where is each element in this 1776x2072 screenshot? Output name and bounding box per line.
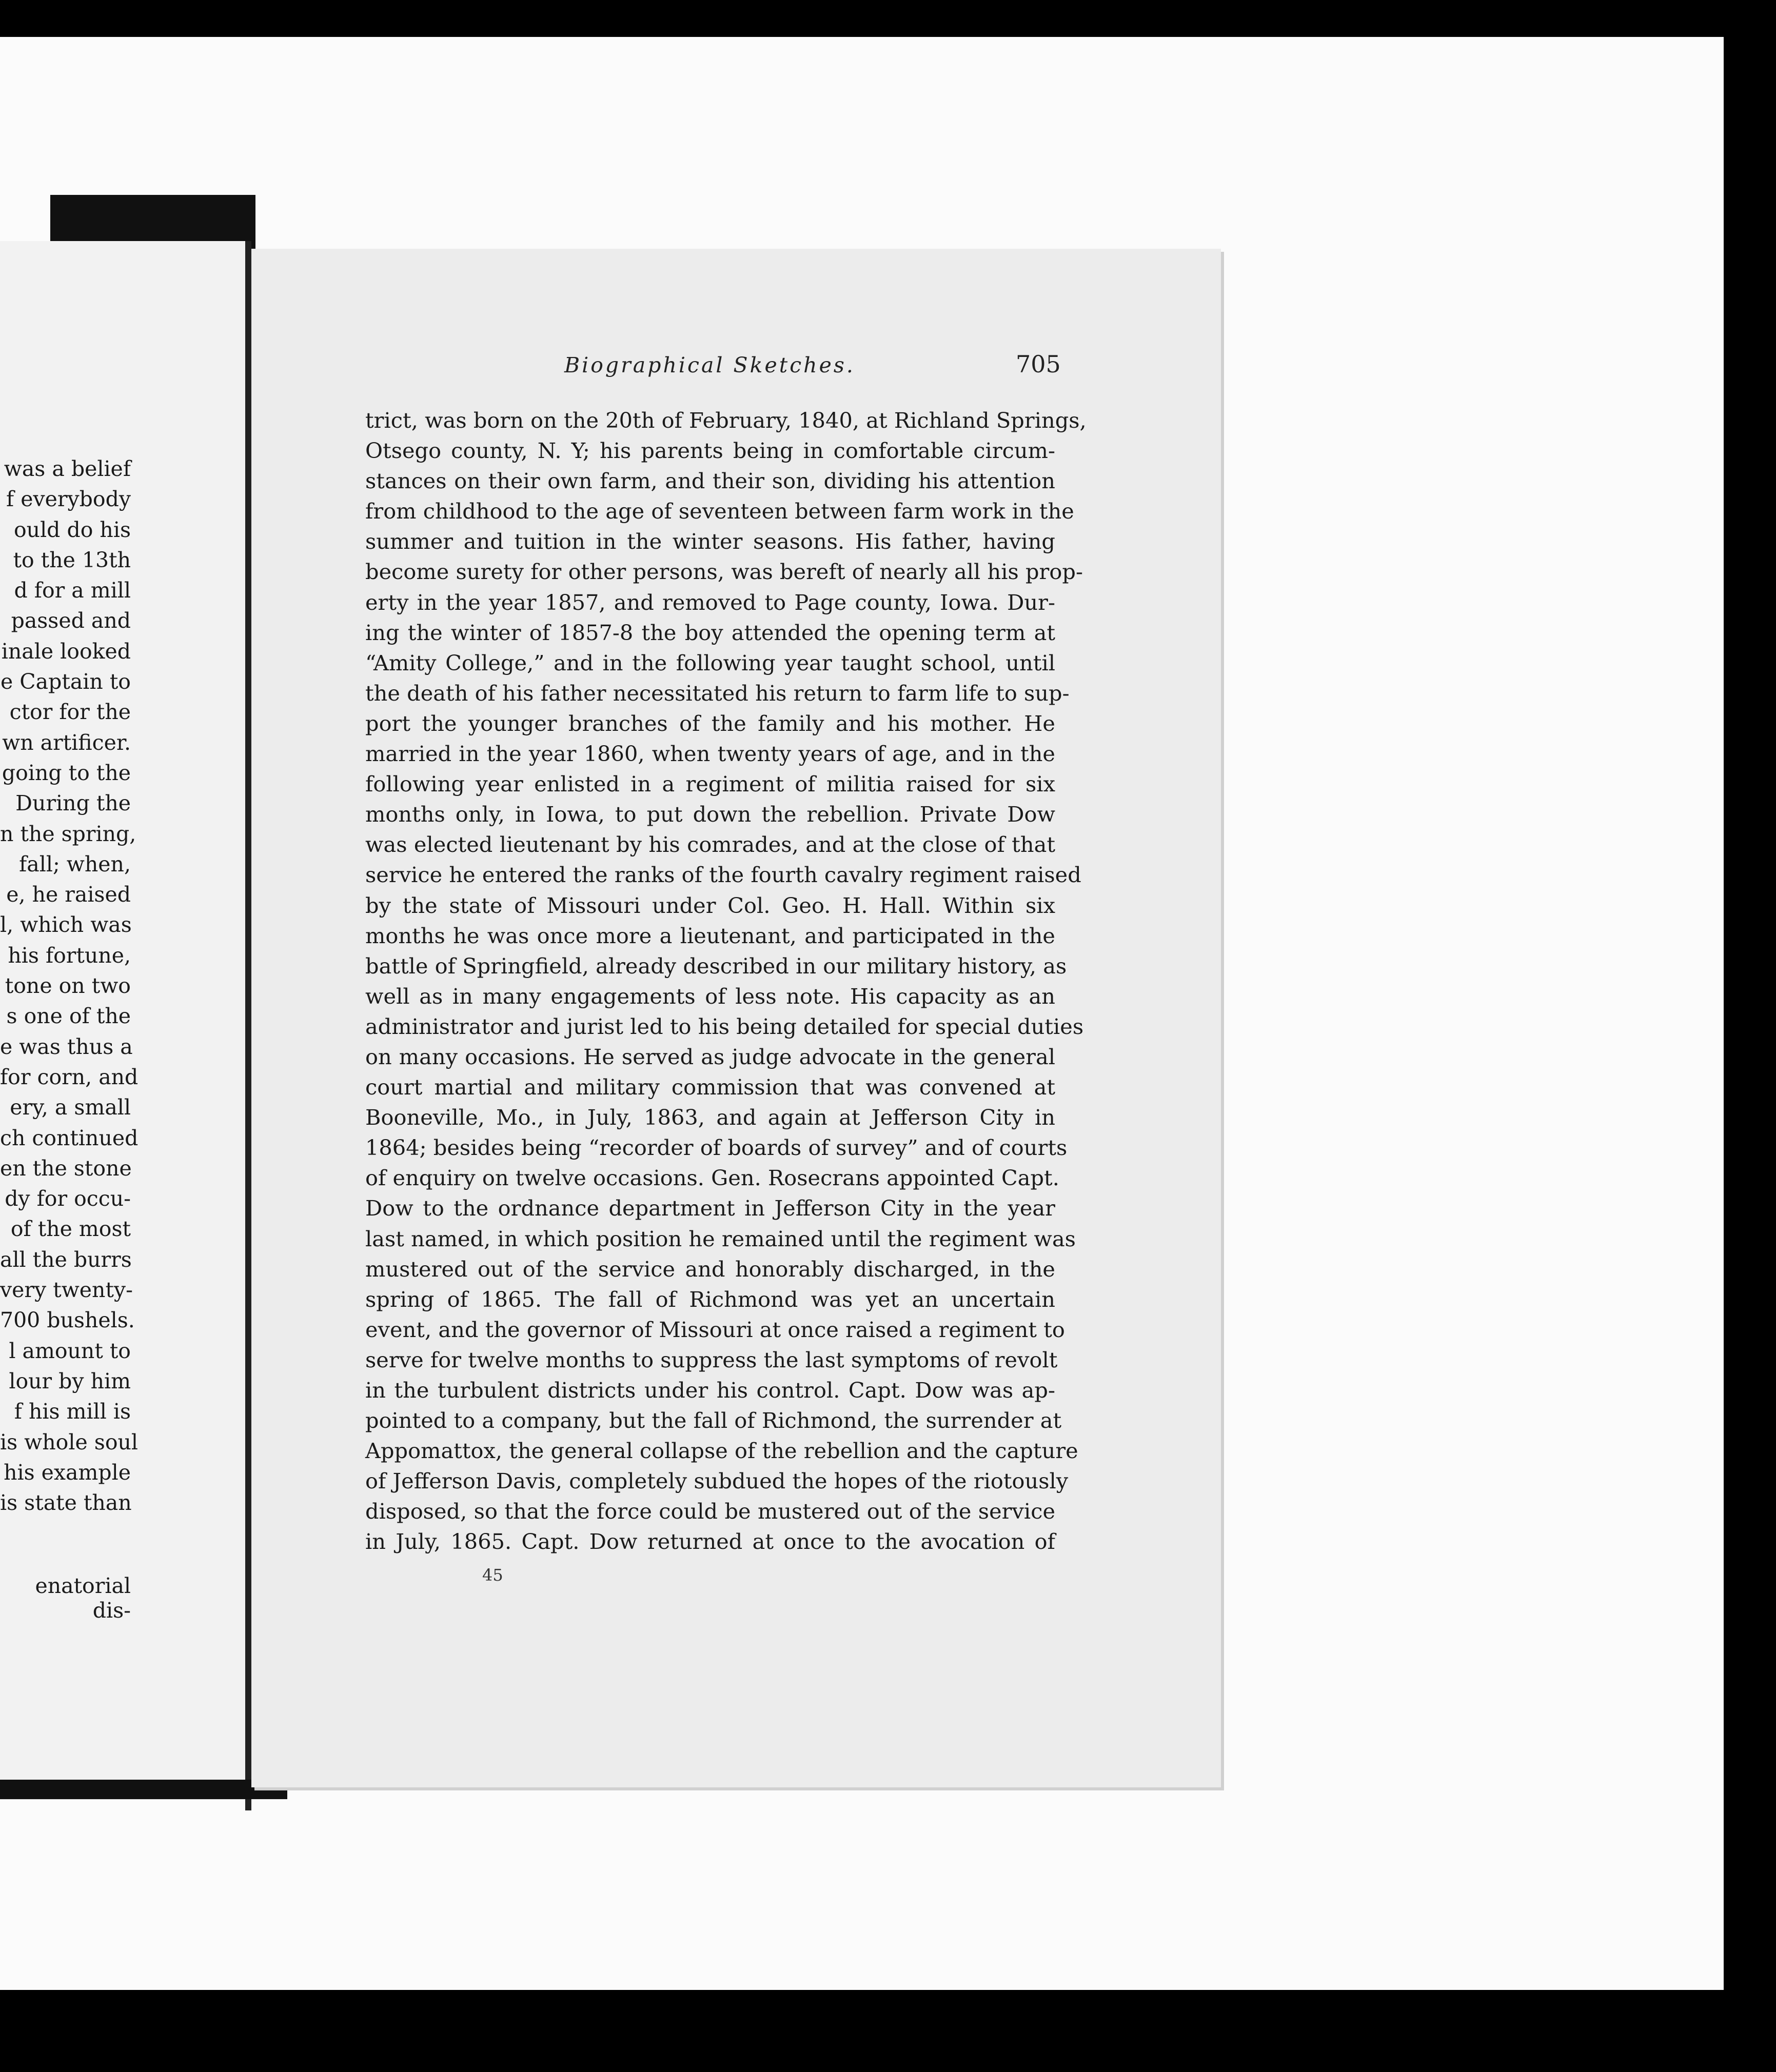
left-page-line: l, which was	[0, 912, 132, 938]
body-line: mustered out of the service and honorably discharged, in the	[365, 1256, 1055, 1282]
body-line: of Jefferson Davis, completely subdued the hopes of the riotously	[365, 1468, 1069, 1494]
left-page-line: wn artificer.	[2, 730, 131, 755]
left-page-text	[0, 454, 139, 1518]
left-page-line: fall; when,	[19, 851, 131, 876]
body-line: Dow to the ordnance department in Jefferson City in the year	[365, 1196, 1055, 1221]
left-page-line: lour by him	[9, 1368, 131, 1393]
body-line: last named, in which position he remained until the regiment was	[365, 1226, 1076, 1251]
left-page-line: During the	[15, 791, 131, 816]
body-line: port the younger branches of the family and his mother. He	[365, 710, 1055, 736]
left-page-line: his fortune,	[8, 943, 131, 968]
body-line: pointed to a company, but the fall of Richmond, the surrender at	[365, 1408, 1062, 1433]
left-page-line: ch continued	[0, 1125, 139, 1150]
body-line: service he entered the ranks of the fourth cavalry regiment raised	[365, 862, 1081, 888]
left-page-line: going to the	[2, 760, 131, 785]
body-line: from childhood to the age of seventeen between farm work in the	[365, 499, 1074, 524]
body-line: months he was once more a lieutenant, and participated in the	[365, 923, 1055, 948]
running-head: Biographical Sketches.	[564, 353, 855, 377]
left-page-line: en the stone	[0, 1155, 132, 1181]
left-page-line: for corn, and	[0, 1064, 139, 1089]
body-line: in July, 1865. Capt. Dow returned at once to the avocation of	[365, 1529, 1055, 1555]
left-page-line: passed and	[11, 608, 131, 633]
left-page-line: very twenty-	[0, 1278, 133, 1303]
body-line: well as in many engagements of less note. His capacity as an	[365, 983, 1055, 1009]
page-number: 705	[1016, 350, 1061, 378]
left-page-line: f his mill is	[14, 1399, 131, 1424]
left-page-bottom-edge	[0, 1780, 287, 1799]
body-line: spring of 1865. The fall of Richmond was yet an uncertain	[365, 1286, 1055, 1312]
body-line: administrator and jurist led to his being detailed for special duties	[365, 1013, 1084, 1039]
body-line: serve for twelve months to suppress the last symptoms of revolt	[365, 1347, 1058, 1372]
left-page-line: e was thus a	[0, 1034, 133, 1059]
body-line: ing the winter of 1857-8 the boy attended the opening term at	[365, 620, 1055, 645]
scan-right-border	[1724, 37, 1776, 2072]
left-page-line: d for a mill	[14, 578, 131, 603]
signature-mark: 45	[482, 1565, 503, 1585]
body-line: the death of his father necessitated his return to farm life to sup-	[365, 680, 1070, 706]
body-line: was elected lieutenant by his comrades, and at the close of that	[365, 832, 1055, 858]
left-page-line: n the spring,	[0, 821, 136, 846]
body-line: “Amity College,” and in the following year taught school, until	[365, 650, 1055, 675]
left-page-line: ery, a small	[10, 1095, 131, 1120]
body-line: summer and tuition in the winter seasons. His father, having	[365, 529, 1055, 554]
left-page-line: ctor for the	[9, 700, 131, 725]
body-line: following year enlisted in a regiment of militia raised for six	[365, 771, 1055, 797]
body-line: trict, was born on the 20th of February, 1840, at Richland Springs,	[365, 408, 1087, 433]
left-page-line: his example	[4, 1460, 131, 1485]
left-page-line: to the 13th	[13, 547, 131, 572]
left-page-line: e, he raised	[6, 882, 131, 907]
body-line: months only, in Iowa, to put down the rebellion. Private Dow	[365, 802, 1055, 827]
body-line: married in the year 1860, when twenty years of age, and in the	[365, 741, 1055, 767]
left-page-line: dy for occu-	[5, 1186, 131, 1211]
left-page-line: l amount to	[9, 1338, 131, 1363]
left-page-line: all the burrs	[0, 1247, 132, 1272]
left-page-line: s one of the	[6, 1004, 131, 1029]
body-line: stances on their own farm, and their son, dividing his attention	[365, 468, 1055, 494]
body-line: disposed, so that the force could be mustered out of the service	[365, 1499, 1055, 1524]
left-page-footer: enatorial dis-	[35, 1573, 131, 1623]
body-line: Otsego county, N. Y; his parents being in comfortable circum-	[365, 438, 1055, 464]
scan-bottom-border	[0, 1990, 1776, 2072]
body-line: become surety for other persons, was bereft of nearly all his prop-	[365, 559, 1083, 585]
left-page-line: inale looked	[1, 639, 131, 664]
left-page-line: 700 bushels.	[0, 1308, 135, 1333]
book-spine	[245, 241, 251, 1810]
body-line: on many occasions. He served as judge advocate in the general	[365, 1044, 1055, 1069]
left-page-line: of the most	[10, 1217, 131, 1242]
body-line: event, and the governor of Missouri at once raised a regiment to	[365, 1317, 1065, 1342]
body-line: court martial and military commission that was convened at	[365, 1074, 1055, 1100]
body-line: Appomattox, the general collapse of the rebellion and the capture	[365, 1438, 1078, 1464]
left-page-line: is state than	[0, 1490, 132, 1516]
body-line: Booneville, Mo., in July, 1863, and again at Jefferson City in	[365, 1105, 1055, 1130]
left-page-line: e Captain to	[1, 669, 131, 694]
body-text	[365, 405, 1087, 1557]
body-line: in the turbulent districts under his control. Capt. Dow was ap-	[365, 1378, 1055, 1403]
body-line: of enquiry on twelve occasions. Gen. Rosecrans appointed Capt.	[365, 1165, 1059, 1191]
body-line: by the state of Missouri under Col. Geo. H. Hall. Within six	[365, 892, 1055, 918]
left-page-line: f everybody	[6, 487, 131, 512]
body-line: erty in the year 1857, and removed to Page county, Iowa. Dur-	[365, 589, 1055, 615]
left-page-line: is whole soul	[0, 1429, 139, 1455]
left-page-line: was a belief	[4, 456, 131, 481]
body-line: battle of Springfield, already described in our military history, as	[365, 953, 1067, 979]
body-line: 1864; besides being “recorder of boards of survey” and of courts	[365, 1135, 1068, 1161]
left-page-line: tone on two	[5, 973, 131, 999]
left-page-line: ould do his	[13, 517, 131, 542]
